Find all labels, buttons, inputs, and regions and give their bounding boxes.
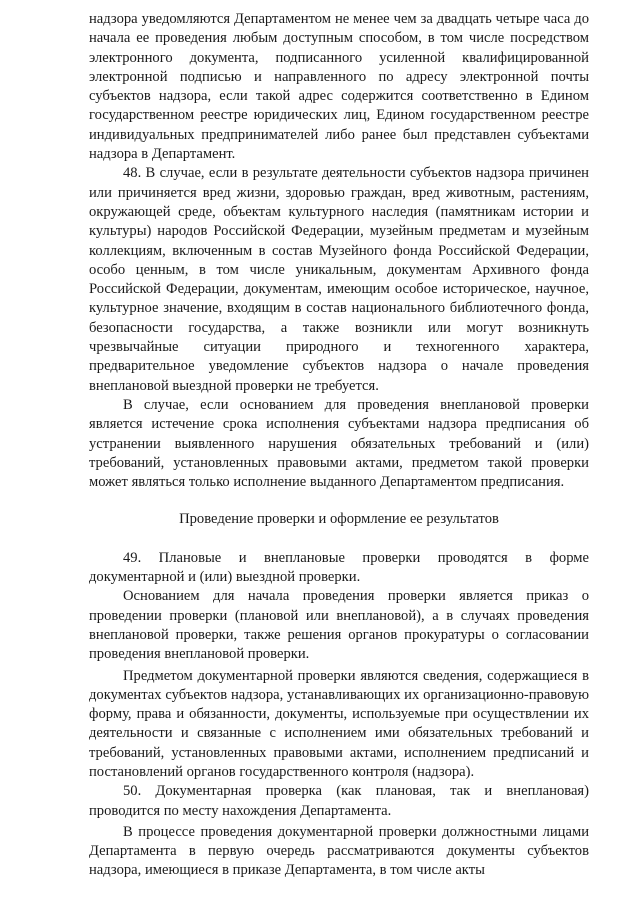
paragraph-notification-continuation: надзора уведомляются Департаментом не менее чем за двадцать четыре часа до начала ее проведения любым доступным способом, в том числе посредством электронного документа, подписанного усиленной квалифицированной электронной подписью и направленного по адресу электронной почты субъектов надзора, если такой адрес содержится соответственно в Едином государственном реестре юридических лиц, Едином государственном реестре индивидуальных предпринимателей либо ранее был представлен субъектами надзора в Департамент. [89,11,589,163]
paragraph-item-48: 48. В случае, если в результате деятельности субъектов надзора причинен или причиняется вред жизни, здоровью граждан, вред животным, растениям, окружающей среде, объектам культурного наследия (памятникам истории и культуры) народов Российской Федерации, музейным предметам и музейным коллекциям, включенным в состав Музейного фонда Российской Федерации, особо ценным, в том числе уникальным, документам Архивного фонда Российской Федерации, документам, имеющим особое историческое, научное, культурное значение, входящим в состав национального библиотечного фонда, безопасности государства, а также возникли или могут возникнуть чрезвычайные ситуации природного и техногенного характера, предварительное уведомление субъектов надзора о начале проведения внеплановой выездной проверки не требуется. [89,165,589,394]
section-heading: Проведение проверки и оформление ее результатов [179,511,499,528]
document-page [89,10,589,881]
paragraph-unscheduled-inspection-basis: В случае, если основанием для проведения внеплановой проверки является истечение срока исполнения субъектами надзора предписания об устранении выявленного нарушения обязательных требований и (или) требований, установленных правовыми актами, предметом такой проверки может являться только исполнение выданного Департаментом предписания. [89,396,589,491]
paragraph-documentary-process: В процессе проведения документарной проверки должностными лицами Департамента в первую очередь рассматриваются документы субъектов надзора, имеющиеся в приказе Департамента, в том числе акты [89,823,589,879]
paragraph-item-50: 50. Документарная проверка (как плановая, так и внеплановая) проводится по месту нахождения Департамента. [89,783,589,819]
paragraph-documentary-subject: Предметом документарной проверки являются сведения, содержащиеся в документах субъектов надзора, устанавливающих их организационно-правовую форму, права и обязанности, документы, используемые при осуществлении их деятельности и связанные с исполнением ими обязательных требований и требований, установленных правовыми актами, исполнением предписаний и постановлений органов государственного контроля (надзора). [89,667,589,780]
paragraph-item-49: 49. Плановые и внеплановые проверки проводятся в форме документарной и (или) выездной проверки. [89,549,589,586]
paragraph-inspection-basis: Основанием для начала проведения проверки является приказ о проведении проверки (плановой или внеплановой), а в случаях проведения внеплановой проверки, также решения органов прокуратуры о согласовании проведения внеплановой проверки. [89,588,589,663]
